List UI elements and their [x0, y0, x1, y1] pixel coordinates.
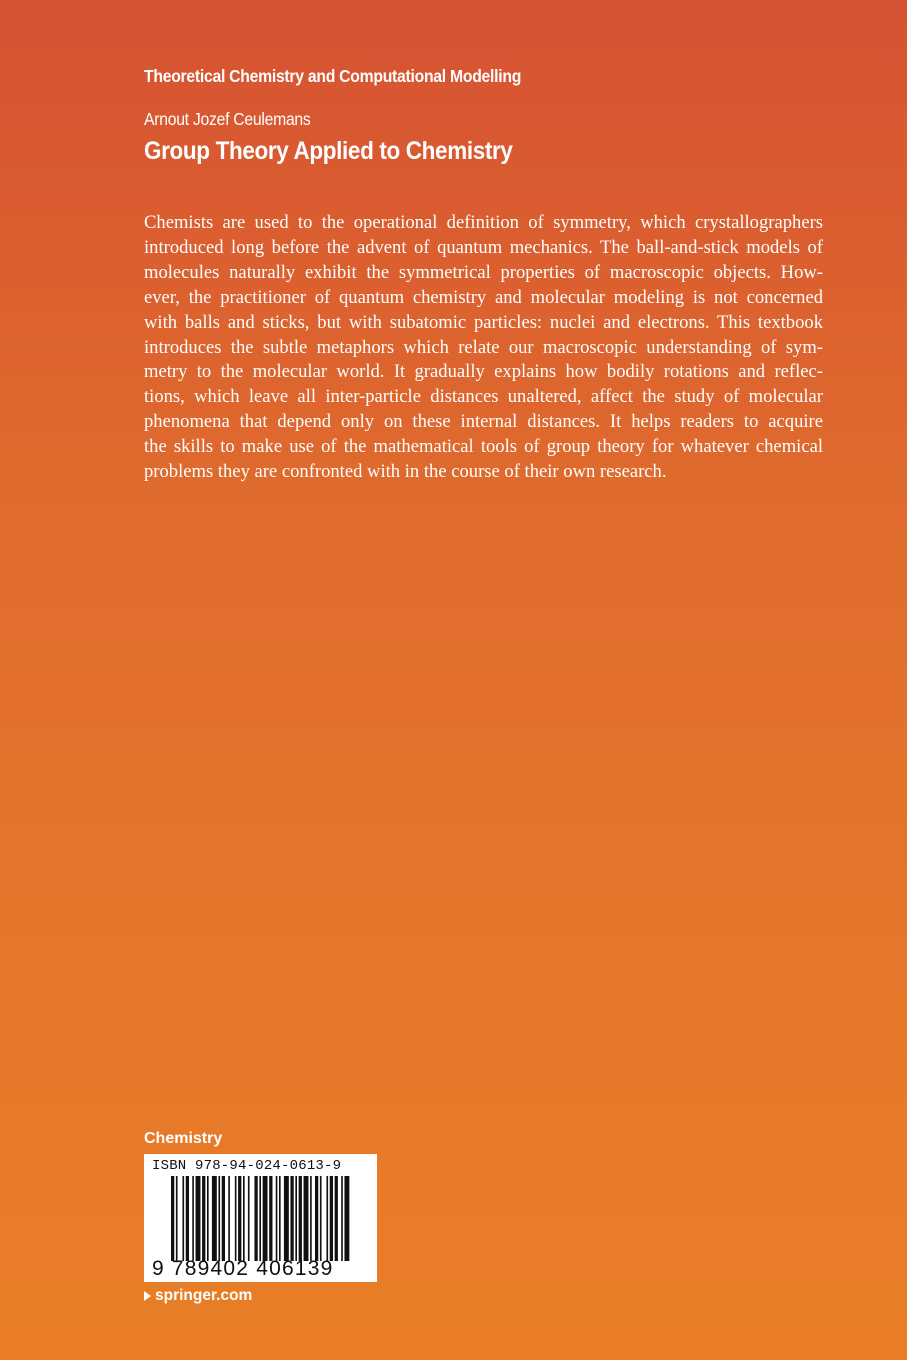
blurb-line: tions, which leave all inter-particle distances unaltered, affect the study of molecular [144, 386, 823, 408]
barcode-bars-icon [171, 1176, 351, 1261]
subject-label: Chemistry [144, 1130, 223, 1147]
author-name: Arnout Jozef Ceulemans [144, 109, 311, 129]
blurb-line: problems they are confronted with in the course of their own research. [144, 461, 667, 483]
series-title: Theoretical Chemistry and Computational Modelling [144, 66, 522, 86]
blurb-text [144, 211, 823, 485]
isbn-label: ISBN 978-94-024-0613-9 [152, 1158, 342, 1174]
blurb-line: Chemists are used to the operational definition of symmetry, which crystallographers [144, 212, 823, 233]
book-title: Group Theory Applied to Chemistry [144, 137, 513, 165]
publisher-link[interactable] [144, 1287, 252, 1305]
isbn-barcode [144, 1154, 377, 1282]
blurb-line: the skills to make use of the mathematical tools of group theory for whatever chemical [144, 436, 823, 458]
blurb-line: ever, the practitioner of quantum chemistry and molecular modeling is not concerned [144, 286, 823, 308]
blurb-line: phenomena that depend only on these internal distances. It helps readers to acquire [144, 411, 823, 433]
publisher-url: springer.com [155, 1287, 253, 1304]
blurb-line: with balls and sticks, but with subatomic particles: nuclei and electrons. This textbook [144, 311, 823, 333]
ean-digits: 9 789402 406139 [152, 1257, 334, 1280]
arrow-right-icon [144, 1291, 151, 1301]
blurb-line: molecules naturally exhibit the symmetrical properties of macroscopic objects. How- [144, 261, 823, 283]
blurb-line: metry to the molecular world. It gradually explains how bodily rotations and reflec- [144, 361, 823, 383]
blurb-line: introduced long before the advent of quantum mechanics. The ball-and-stick models of [144, 236, 823, 258]
blurb-line: introduces the subtle metaphors which relate our macroscopic understanding of sym- [144, 336, 823, 358]
